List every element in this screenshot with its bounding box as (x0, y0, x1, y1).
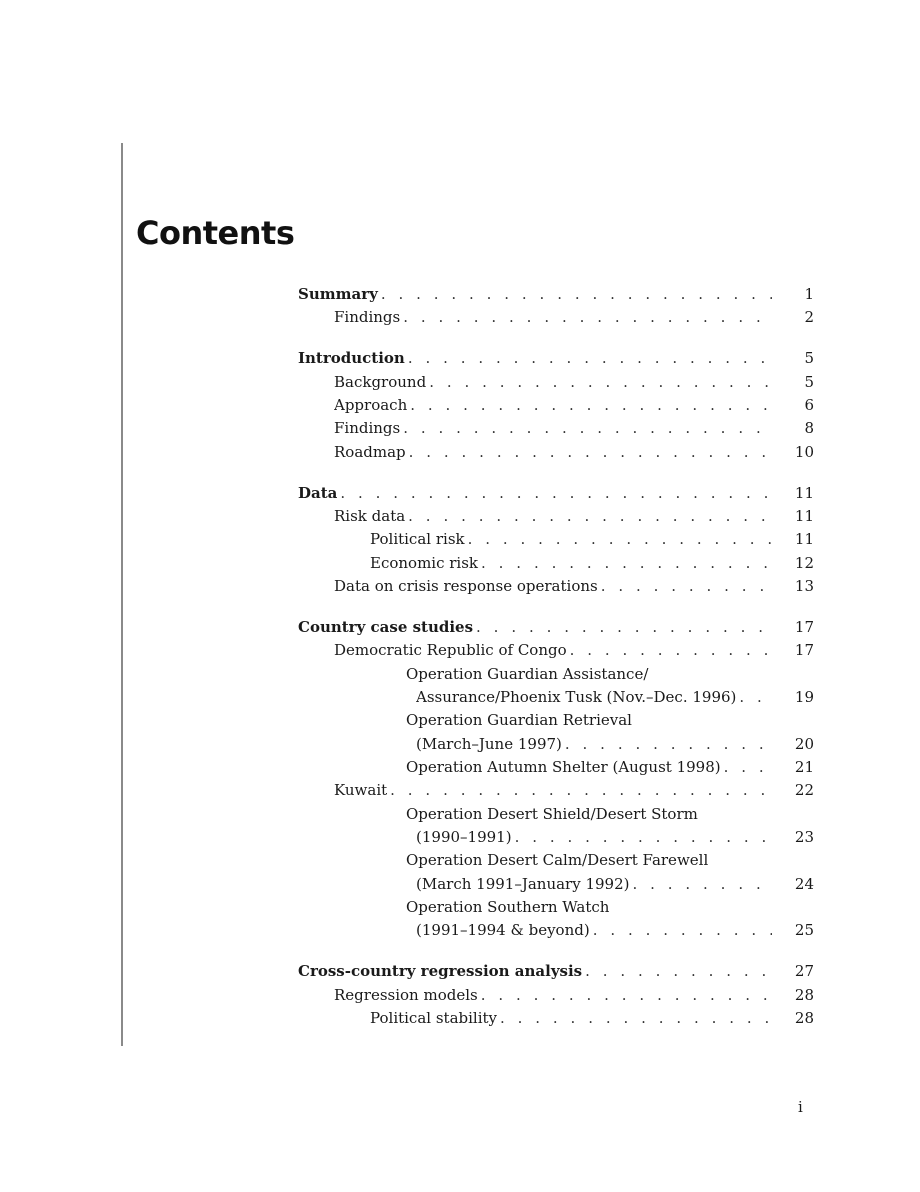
toc-entry-title: Operation Southern Watch (406, 896, 612, 919)
dot-leader (481, 552, 772, 575)
toc-entry[interactable] (298, 552, 814, 575)
toc-entry[interactable] (298, 686, 814, 709)
toc-entry-page: 20 (794, 734, 814, 753)
toc-entry-page: 21 (794, 757, 814, 776)
toc-entry[interactable] (298, 616, 814, 639)
toc-entry[interactable] (298, 482, 814, 505)
toc-entry[interactable] (298, 306, 814, 329)
toc-entry[interactable] (298, 394, 814, 417)
dot-leader (403, 417, 772, 440)
toc-entry[interactable] (298, 505, 814, 528)
dot-leader (468, 528, 772, 551)
toc-entry-page: 6 (804, 395, 814, 414)
dot-leader (570, 639, 772, 662)
toc-entry[interactable] (298, 779, 814, 802)
toc-entry-page: 5 (804, 349, 814, 368)
dot-leader (593, 919, 772, 942)
toc-entry[interactable] (298, 663, 814, 686)
toc-entry-page: 13 (794, 576, 814, 595)
dot-leader (633, 873, 773, 896)
toc-entry-page: 19 (794, 687, 814, 706)
toc-entry[interactable] (298, 347, 814, 370)
dot-leader (408, 505, 772, 528)
dot-leader (403, 306, 772, 329)
toc-entry[interactable] (298, 1007, 814, 1030)
toc-entry-title: (1991–1994 & beyond) (416, 919, 593, 942)
toc-entry-title: Approach (334, 394, 410, 417)
toc-entry-page: 25 (794, 921, 814, 940)
toc-entry[interactable] (298, 756, 814, 779)
toc-entry[interactable] (298, 826, 814, 849)
toc-entry-page: 17 (794, 641, 814, 660)
toc-entry-title: Democratic Republic of Congo (334, 639, 570, 662)
toc-entry[interactable] (298, 283, 814, 306)
toc-entry-page: 12 (794, 553, 814, 572)
dot-leader (601, 575, 772, 598)
toc-entry-title: Background (334, 371, 429, 394)
toc-entry-page: 11 (794, 506, 814, 525)
toc-entry-page: 17 (794, 617, 814, 636)
dot-leader (390, 779, 772, 802)
toc-entry-title: Operation Guardian Assistance/ (406, 663, 651, 686)
toc-entry-title: Findings (334, 306, 403, 329)
dot-leader (481, 984, 772, 1007)
dot-leader (515, 826, 772, 849)
toc-entry-page: 11 (794, 530, 814, 549)
toc-entry-page: 11 (794, 483, 814, 502)
toc-entry-title: Political risk (370, 528, 468, 551)
toc-entry[interactable] (298, 803, 814, 826)
toc-entry[interactable] (298, 575, 814, 598)
toc-entry-page: 10 (794, 442, 814, 461)
toc-entry-title: Operation Autumn Shelter (August 1998) (406, 756, 724, 779)
toc-entry-page: 8 (804, 419, 814, 438)
dot-leader (565, 733, 772, 756)
toc-entry-title: Assurance/Phoenix Tusk (Nov.–Dec. 1996) (416, 686, 739, 709)
toc-entry[interactable] (298, 849, 814, 872)
toc-entry[interactable] (298, 371, 814, 394)
toc-entry-title: Cross-country regression analysis (298, 960, 585, 983)
dot-leader (585, 960, 772, 983)
toc-entry[interactable] (298, 873, 814, 896)
toc-entry[interactable] (298, 441, 814, 464)
toc-entry-title: Data on crisis response operations (334, 575, 601, 598)
toc-entry-page: 27 (794, 962, 814, 981)
toc-entry[interactable] (298, 733, 814, 756)
toc-entry[interactable] (298, 709, 814, 732)
toc-entry[interactable] (298, 960, 814, 983)
toc-entry-page: 24 (794, 874, 814, 893)
toc-entry-page: 22 (794, 781, 814, 800)
toc-entry-page: 2 (804, 308, 814, 327)
toc-entry-title: Findings (334, 417, 403, 440)
dot-leader (409, 441, 772, 464)
page-title: Contents (136, 214, 295, 252)
toc-entry-title: Introduction (298, 347, 408, 370)
toc-entry-title: Kuwait (334, 779, 390, 802)
toc-entry[interactable] (298, 919, 814, 942)
toc-entry[interactable] (298, 417, 814, 440)
toc-entry-title: (March–June 1997) (416, 733, 565, 756)
toc-entry-title: Summary (298, 283, 381, 306)
toc-entry-title: Operation Desert Shield/Desert Storm (406, 803, 701, 826)
toc-entry-title: Economic risk (370, 552, 481, 575)
toc-entry-page: 28 (794, 1009, 814, 1027)
dot-leader (500, 1007, 772, 1030)
toc-entry[interactable] (298, 639, 814, 662)
toc-entry-page: 1 (804, 285, 814, 303)
toc-entry-title: Operation Desert Calm/Desert Farewell (406, 849, 711, 872)
toc-entry-title: Risk data (334, 505, 408, 528)
dot-leader (381, 283, 772, 306)
toc-entry-page: 5 (804, 372, 814, 391)
toc-entry-title: (1990–1991) (416, 826, 515, 849)
toc-entry-title: Regression models (334, 984, 481, 1007)
dot-leader (739, 686, 772, 709)
table-of-contents (298, 283, 814, 1030)
toc-entry-title: Political stability (370, 1007, 500, 1030)
dot-leader (410, 394, 772, 417)
toc-entry-title: (March 1991–January 1992) (416, 873, 633, 896)
toc-entry-title: Data (298, 482, 340, 505)
toc-entry-page: 28 (794, 985, 814, 1004)
toc-entry[interactable] (298, 984, 814, 1007)
dot-leader (476, 616, 772, 639)
toc-entry[interactable] (298, 896, 814, 919)
toc-entry-title: Country case studies (298, 616, 476, 639)
dot-leader (429, 371, 772, 394)
toc-entry-page: 23 (794, 828, 814, 846)
toc-entry-title: Roadmap (334, 441, 409, 464)
toc-entry-title: Operation Guardian Retrieval (406, 709, 635, 732)
margin-rule (121, 143, 123, 1046)
page-number: i (798, 1098, 803, 1116)
dot-leader (340, 482, 772, 505)
toc-entry[interactable] (298, 528, 814, 551)
dot-leader (724, 756, 772, 779)
dot-leader (408, 347, 772, 370)
